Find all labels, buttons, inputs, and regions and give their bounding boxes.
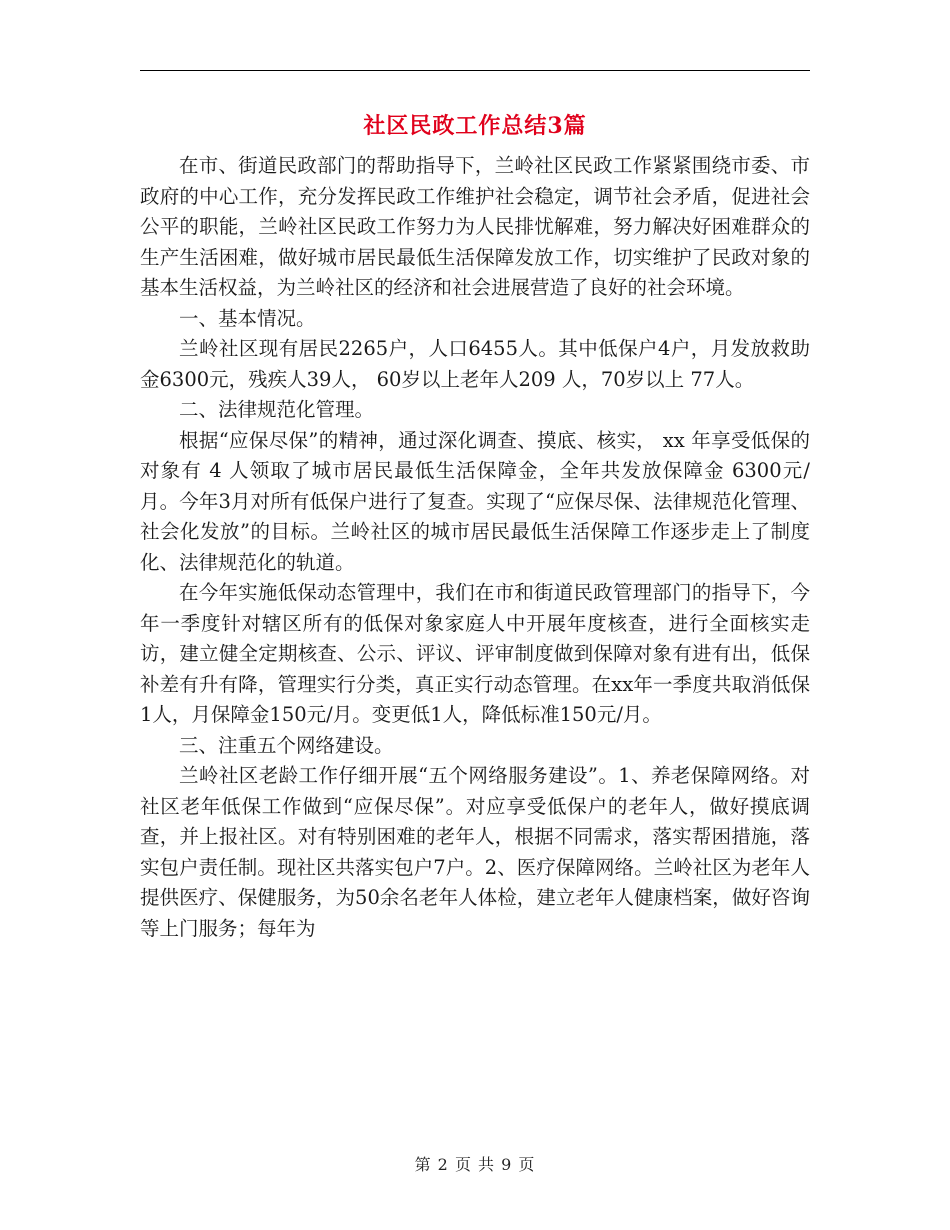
page-number-footer: 第 2 页 共 9 页: [414, 1155, 536, 1174]
paragraph-dynamic-management: 在今年实施低保动态管理中，我们在市和街道民政管理部门的指导下，今年一季度针对辖区所有的低保对象家庭人中开展年度核查，进行全面核实走访，建立健全定期核查、公示、评议、评审制度做到保障对象有进有出，低保补差有升有降，管理实行分类，真正实行动态管理。在xx年一季度共取消低保1人，月保障金150元/月。变更低1人，降低标准150元/月。: [140, 581, 810, 726]
section-heading-3: 三、注重五个网络建设。: [179, 733, 394, 757]
paragraph-basic-info: 兰岭社区现有居民2265户，人口6455人。其中低保户4户，月发放救助金6300元，残疾人39人， 60岁以上老年人209 人，70岁以上 77人。: [140, 337, 810, 391]
paragraph-legal-management: 根据“应保尽保”的精神，通过深化调查、摸底、核实， xx 年享受低保的对象有 4 人领取了城市居民最低生活保障金，全年共发放保障金 6300元/月。今年3月对所有低保户进行了复查。实现了“应保尽保、法律规范化管理、社会化发放”的目标。兰岭社区的城市居民最低生活保障工作逐步走上了制度化、法律规范化的轨道。: [140, 428, 810, 574]
paragraph-intro: 在市、街道民政部门的帮助指导下，兰岭社区民政工作紧紧围绕市委、市政府的中心工作，充分发挥民政工作维护社会稳定，调节社会矛盾，促进社会公平的职能，兰岭社区民政工作努力为人民排忧解难，努力解决好困难群众的生产生活困难，做好城市居民最低生活保障发放工作，切实维护了民政对象的基本生活权益，为兰岭社区的经济和社会进展营造了良好的社会环境。: [140, 154, 810, 299]
paragraph-network-building: 兰岭社区老龄工作仔细开展“五个网络服务建设”。1、养老保障网络。对社区老年低保工作做到“应保尽保”。对应享受低保户的老年人，做好摸底调查，并上报社区。对有特别困难的老年人，根据不同需求，落实帮困措施，落实包户责任制。现社区共落实包户7户。2、医疗保障网络。兰岭社区为老年人提供医疗、保健服务，为50余名老年人体检，建立老年人健康档案，做好咨询等上门服务；每年为: [140, 764, 810, 940]
document-body: [140, 151, 810, 944]
header-rule: [140, 70, 810, 71]
document-title: 社区民政工作总结3篇: [363, 113, 587, 139]
section-heading-1: 一、基本情况。: [179, 306, 316, 330]
section-heading-2: 二、法律规范化管理。: [179, 398, 375, 421]
